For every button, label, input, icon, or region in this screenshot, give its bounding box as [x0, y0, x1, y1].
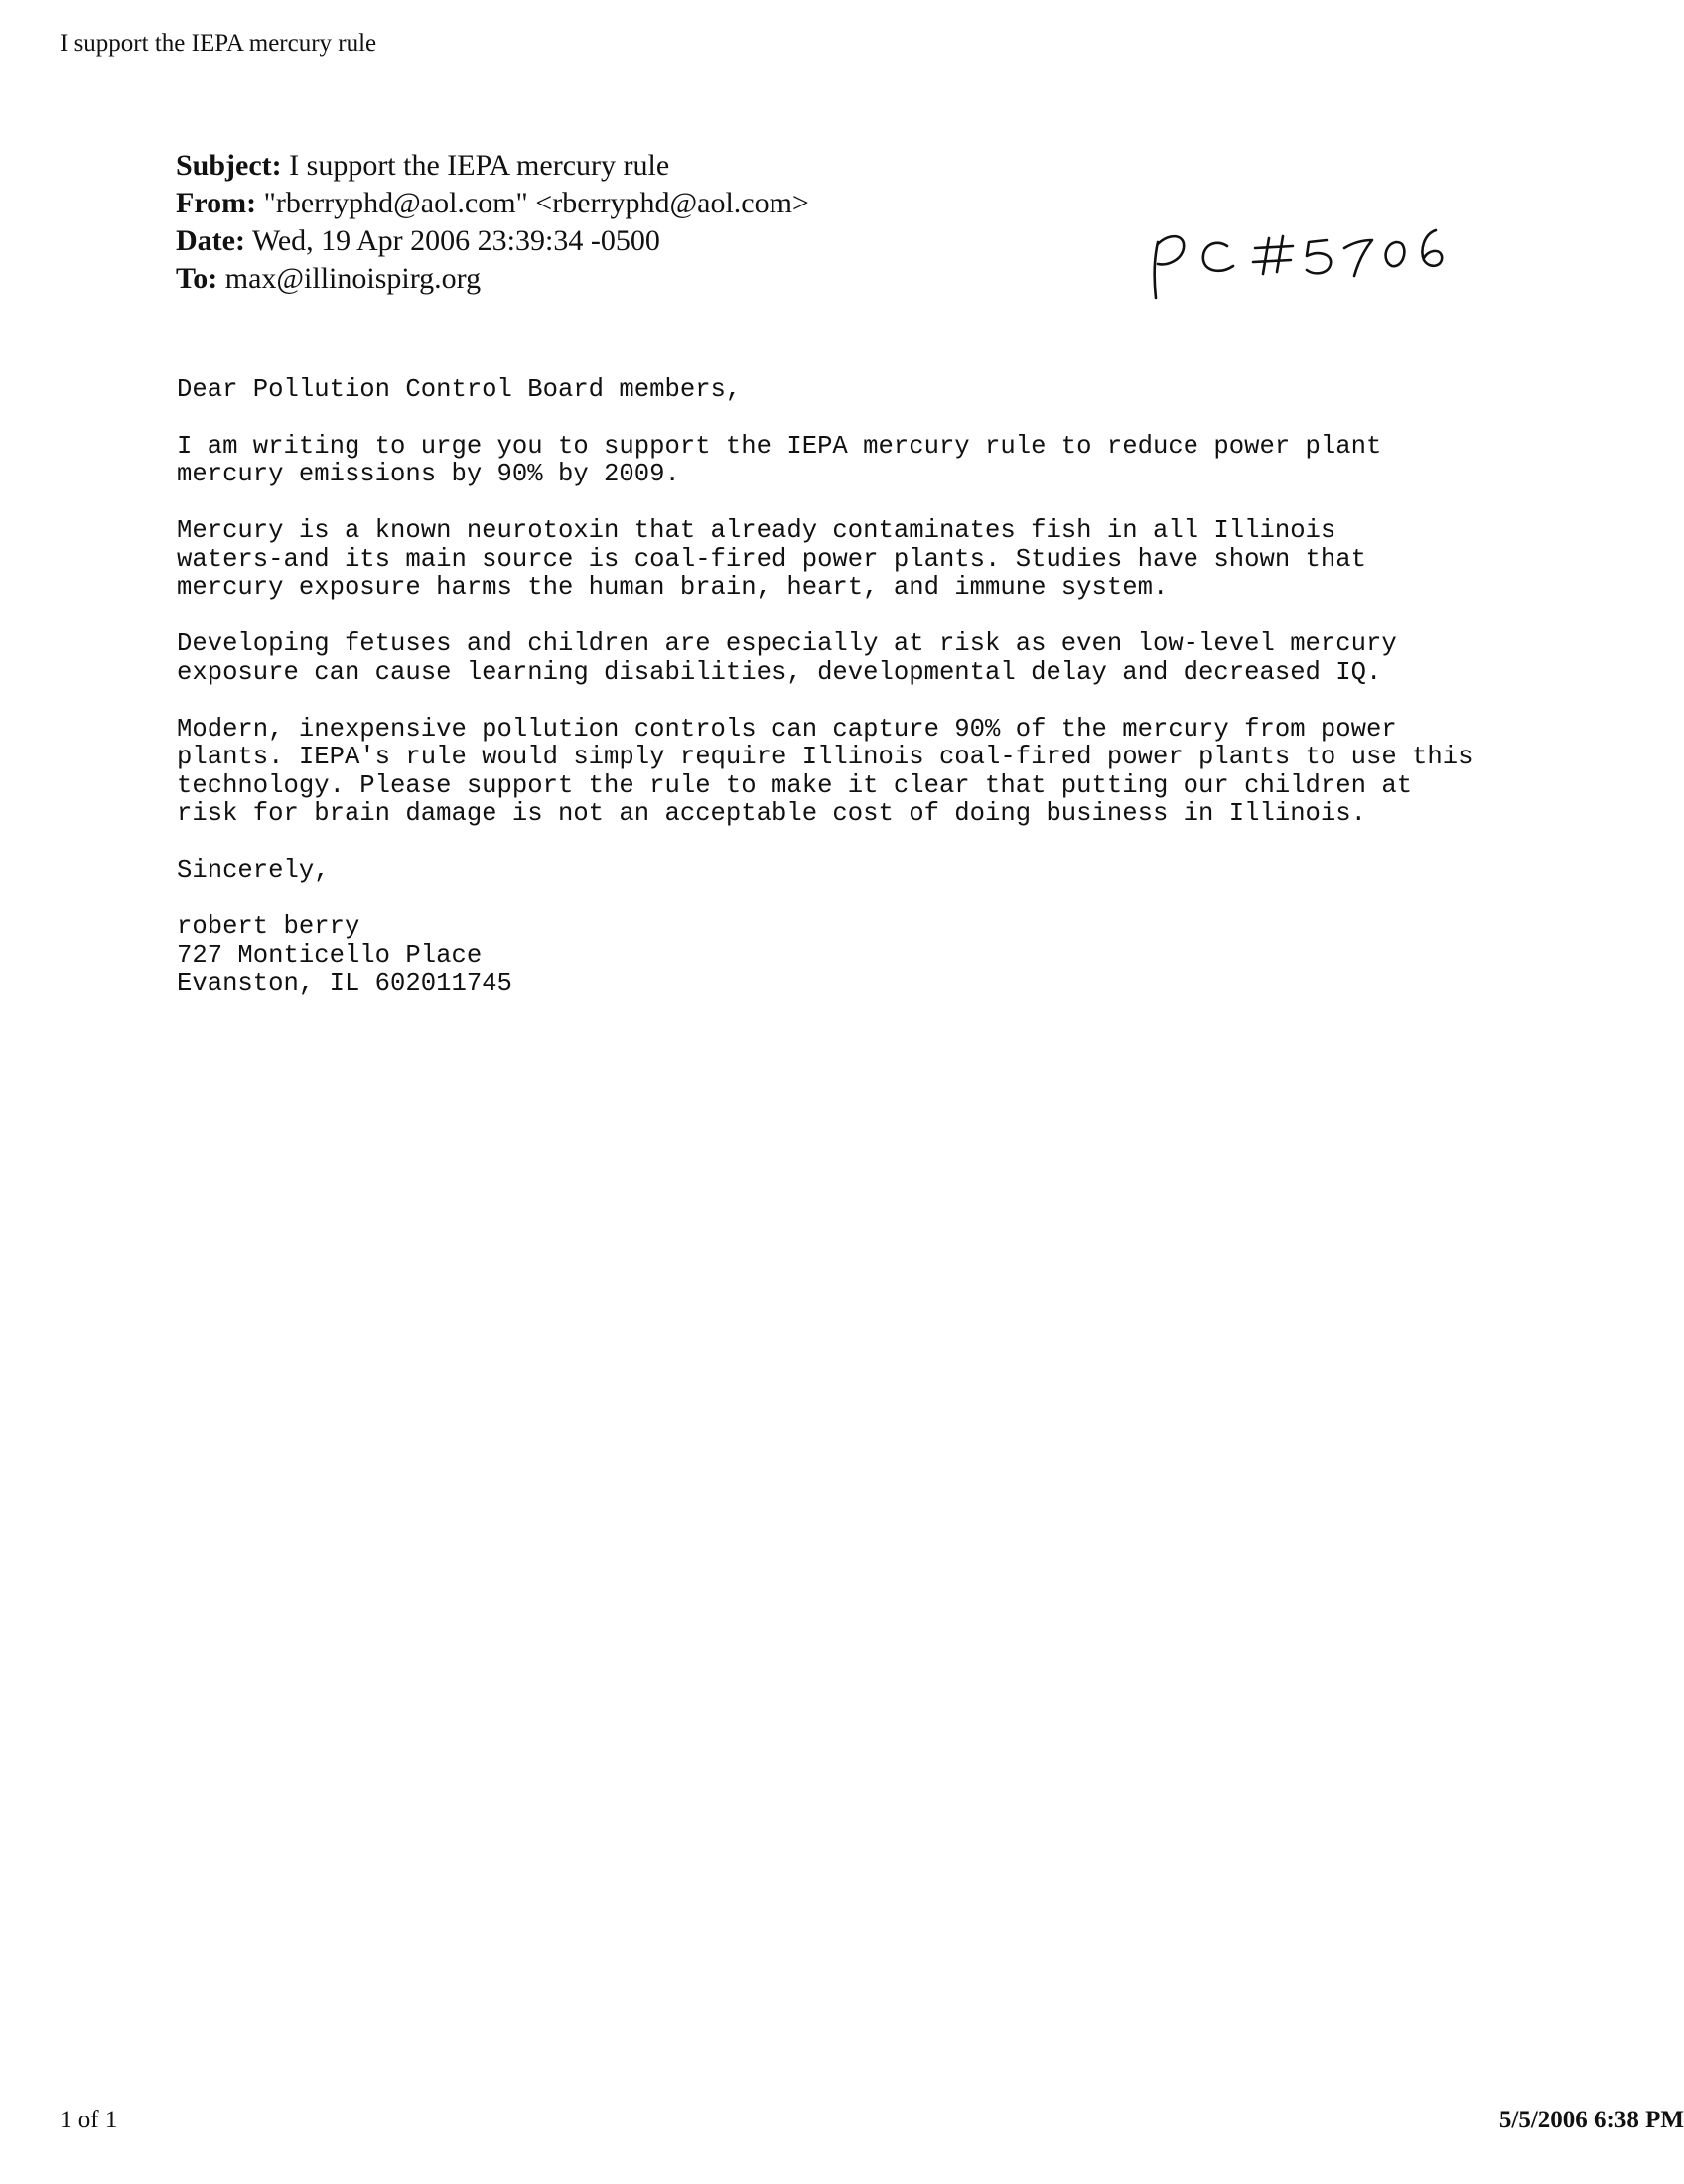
body-paragraph-1: I am writing to urge you to support the IEPA mercury rule to reduce power plant mercury emissions by 90% by 2009. — [177, 431, 1382, 488]
to-value: max@illinoispirg.org — [224, 262, 482, 295]
page-number: 1 of 1 — [60, 2107, 118, 2133]
email-headers — [176, 147, 809, 298]
handwritten-pc-number-annotation — [1142, 220, 1479, 310]
closing: Sincerely, — [177, 856, 330, 885]
print-timestamp: 5/5/2006 6:38 PM — [1498, 2107, 1684, 2133]
from-value: "rberryphd@aol.com" <rberryphd@aol.com> — [263, 187, 809, 219]
body-paragraph-2: Mercury is a known neurotoxin that already contaminates fish in all Illinois waters-and its main source is coal-fired power plants. Studies have shown that mercury exposure harms the human brain, heart, and immune system. — [177, 516, 1366, 602]
greeting: Dear Pollution Control Board members, — [177, 374, 742, 404]
signature-block: robert berry 727 Monticello Place Evanston, IL 602011745 — [177, 912, 512, 998]
page-header-title: I support the IEPA mercury rule — [60, 30, 377, 57]
from-label: From: — [176, 187, 257, 219]
to-row — [176, 260, 809, 298]
body-paragraph-3: Developing fetuses and children are especially at risk as even low-level mercury exposure can cause learning disabilities, developmental delay and decreased IQ. — [177, 629, 1397, 687]
email-body — [177, 347, 1474, 1055]
date-label: Date: — [176, 224, 245, 257]
subject-row — [176, 147, 809, 185]
to-label: To: — [176, 262, 218, 295]
date-row — [176, 222, 809, 260]
subject-value: I support the IEPA mercury rule — [289, 149, 670, 182]
subject-label: Subject: — [176, 149, 282, 182]
body-paragraph-4: Modern, inexpensive pollution controls can capture 90% of the mercury from power plants. IEPA's rule would simply require Illinois coal-fired power plants to use this technology. Please support the rule to make it clear that putting our children at risk for brain damage is not an acceptable cost of doing business in Illinois. — [177, 714, 1474, 828]
date-value: Wed, 19 Apr 2006 23:39:34 -0500 — [251, 224, 660, 257]
from-row — [176, 185, 809, 222]
